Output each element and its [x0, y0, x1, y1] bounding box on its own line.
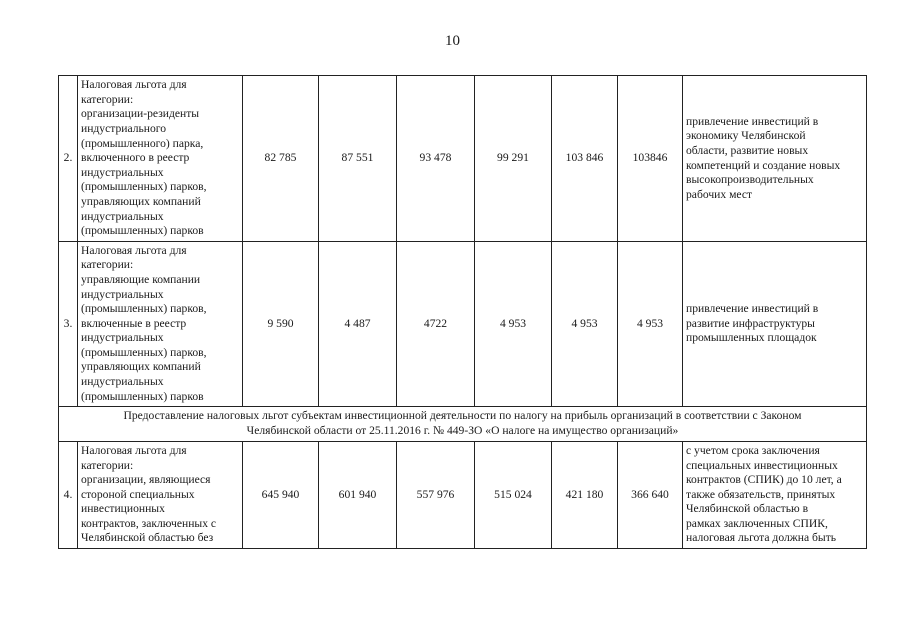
- value-cell: 515 024: [475, 442, 552, 549]
- value-cell: 4 487: [319, 242, 397, 407]
- value-cell: 421 180: [552, 442, 618, 549]
- row-number: 2.: [59, 76, 78, 242]
- value-cell: 645 940: [243, 442, 319, 549]
- benefit-goal: привлечение инвестиций в развитие инфраструктуры промышленных площадок: [683, 242, 867, 407]
- value-cell: 93 478: [397, 76, 475, 242]
- value-cell: 4722: [397, 242, 475, 407]
- benefit-goal: привлечение инвестиций в экономику Челябинской области, развитие новых компетенций и создание новых высокопроизводительных рабочих мест: [683, 76, 867, 242]
- value-cell: 601 940: [319, 442, 397, 549]
- table-row: [59, 442, 867, 549]
- benefit-description: Налоговая льгота для категории: организации-резиденты индустриального (промышленного) парка, включенного в реестр индустриальных (промышленных) парков, управляющих компаний индустриальных (промышленных) парков: [78, 76, 243, 242]
- benefit-description: Налоговая льгота для категории: организации, являющиеся стороной специальных инвестиционных контрактов, заключенных с Челябинской областью без: [78, 442, 243, 549]
- section-heading: Предоставление налоговых льгот субъектам инвестиционной деятельности по налогу на прибыль организаций в соответствии с Законом Челябинской области от 25.11.2016 г. № 449-ЗО «О налоге на имущество организаций»: [59, 407, 867, 442]
- table-row: [59, 76, 867, 242]
- value-cell: 4 953: [475, 242, 552, 407]
- value-cell: 103 846: [552, 76, 618, 242]
- value-cell: 9 590: [243, 242, 319, 407]
- row-number: 4.: [59, 442, 78, 549]
- benefit-goal: с учетом срока заключения специальных инвестиционных контрактов (СПИК) до 10 лет, а также обязательств, принятых Челябинской областью в рамках заключенных СПИК, налоговая льгота должна быть: [683, 442, 867, 549]
- value-cell: 4 953: [552, 242, 618, 407]
- value-cell: 87 551: [319, 76, 397, 242]
- benefit-description: Налоговая льгота для категории: управляющие компании индустриальных (промышленных) парков, включенные в реестр индустриальных (промышленных) парков, управляющих компаний индустриальных (промышленных) парков: [78, 242, 243, 407]
- section-heading-row: [59, 407, 867, 442]
- value-cell: 99 291: [475, 76, 552, 242]
- value-cell: 103846: [618, 76, 683, 242]
- row-number: 3.: [59, 242, 78, 407]
- table-row: [59, 242, 867, 407]
- value-cell: 82 785: [243, 76, 319, 242]
- tax-benefits-table: [58, 75, 867, 549]
- page-number: 10: [445, 33, 460, 49]
- value-cell: 557 976: [397, 442, 475, 549]
- value-cell: 4 953: [618, 242, 683, 407]
- value-cell: 366 640: [618, 442, 683, 549]
